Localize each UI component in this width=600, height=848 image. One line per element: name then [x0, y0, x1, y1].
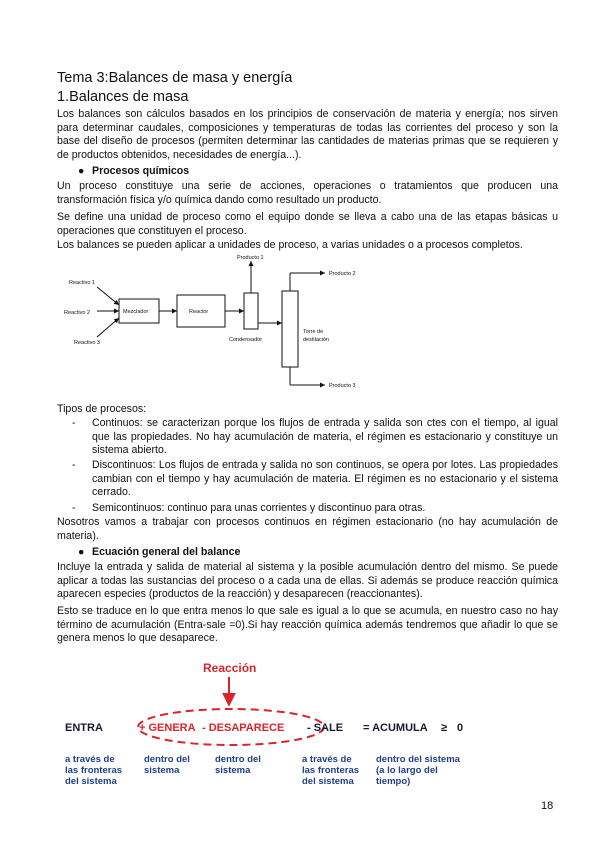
zero-symbol: 0: [457, 722, 464, 734]
bullet-ecuacion-general: [78, 546, 241, 560]
process-types-heading: Tipos de procesos:: [57, 403, 147, 415]
note5-line2: (a lo largo del: [376, 765, 438, 776]
acumula-term: = ACUMULA: [363, 722, 428, 734]
torre-column: [282, 291, 298, 367]
reactivo1-label: Reactivo 1: [69, 280, 95, 286]
condensador-column: [244, 293, 258, 329]
bullet-procesos-quimicos: [78, 165, 190, 179]
desaparece-term: - DESAPARECE: [202, 722, 285, 734]
reaccion-label: Reacción: [203, 661, 257, 675]
sale-term: - SALE: [307, 722, 344, 734]
process-definition-paragraph: Un proceso constituye una serie de acciones, operaciones o tratamientos que producen una transformación física y/o química dando como resultado un producto.: [57, 180, 558, 206]
balance-translation-paragraph: Esto se traduce en lo que entra menos lo que sale es igual a lo que se acumula, en nuestro caso no hay término de acumulación (Entra-sale =0).Si hay reacción química además tendremos que añadir lo que se genera menos lo que desaparece.: [57, 605, 558, 645]
torre-label-line1: Torre de: [303, 329, 324, 335]
genera-term: + GENERA: [139, 722, 196, 734]
balance-equation-figure: [57, 655, 497, 795]
balance-description-paragraph: Incluye la entrada y salida de material al sistema y la posible acumulación dentro del mismo. Se puede aplicar a todas las sustancias del proceso o a cada una de ellas. Si además se produce reacción química aparecen especies (productos de la reacción) y desaparecen (reaccionantes).: [57, 561, 558, 601]
note5-line1: dentro del sistema: [376, 754, 460, 765]
list-item-semicontinuos: Semicontinuos: continuo para unas corrientes y discontinuo para otras.: [92, 502, 426, 514]
mezclador-label: Mezclador: [123, 309, 149, 315]
page-number: 18: [541, 800, 554, 812]
producto1-label: Producto 1: [237, 255, 264, 261]
reactivo3-label: Reactivo 3: [74, 340, 100, 346]
balance-scope-paragraph: Los balances se pueden aplicar a unidades de proceso, a varias unidades o a procesos completos.: [57, 239, 523, 251]
note2-line1: dentro del: [144, 754, 190, 765]
note4-line1: a través de: [302, 754, 352, 765]
note3-line2: sistema: [215, 765, 251, 776]
ge-symbol: ≥: [441, 722, 448, 734]
producto2-label: Producto 2: [329, 271, 356, 277]
entra-term: ENTRA: [65, 722, 103, 734]
producto3-label: Producto 3: [329, 383, 356, 389]
note1-line1: a través de: [65, 754, 115, 765]
reactor-label: Reactor: [189, 309, 209, 315]
bullet-dot-icon: ●: [78, 546, 85, 558]
condensador-label: Condensador: [229, 337, 263, 343]
note2-line2: sistema: [144, 765, 180, 776]
list-dash: -: [72, 502, 76, 514]
note1-line3: del sistema: [65, 776, 117, 787]
list-dash: -: [72, 459, 76, 471]
note5-line3: tiempo): [376, 776, 411, 787]
bullet-label: Procesos químicos: [92, 165, 190, 177]
section-heading: 1.Balances de masa: [57, 89, 189, 105]
intro-paragraph: Los balances son cálculos basados en los principios de conservación de materia y energía; nos sirven para determinar caudales, composiciones y temperaturas de todas las corrientes del proceso y son la base del diseño de procesos (permiten determinar las cantidades de materias primas que se requieren y de productos obtenidos, necesidades de energía...).: [57, 108, 558, 161]
list-item-continuos: Continuos: se caracterizan porque los flujos de entrada y salida son ctes con el tiempo, al igual que las propiedades. No hay acumulación de materia, el régimen es estacionario y constituye un sistema abierto.: [92, 417, 558, 457]
bullet-dot-icon: ●: [78, 165, 85, 177]
unit-definition-paragraph: Se define una unidad de proceso como el equipo donde se lleva a cabo una de las etapas básicas u operaciones que constituyen el proceso.: [57, 211, 558, 237]
note4-line2: las fronteras: [302, 765, 360, 776]
note1-line2: las fronteras: [65, 765, 123, 776]
reactivo2-label: Reactivo 2: [64, 310, 90, 316]
regime-paragraph: Nosotros vamos a trabajar con procesos continuos en régimen estacionario (no hay acumulación de materia).: [57, 516, 558, 542]
list-dash: -: [72, 417, 76, 429]
note3-line1: dentro del: [215, 754, 261, 765]
process-flow-diagram: [57, 253, 377, 393]
list-item-discontinuos: Discontinuos: Los flujos de entrada y salida no son continuos, se opera por lotes. Las propiedades cambian con el tiempo y hay acumulación de materia. El régimen es no estacionario y el sistema cerrado.: [92, 459, 558, 499]
note4-line3: del sistema: [302, 776, 354, 787]
bullet-label: Ecuación general del balance: [92, 546, 241, 558]
page-title: Tema 3:Balances de masa y energía: [57, 70, 293, 86]
torre-label-line2: destilación: [303, 337, 329, 343]
